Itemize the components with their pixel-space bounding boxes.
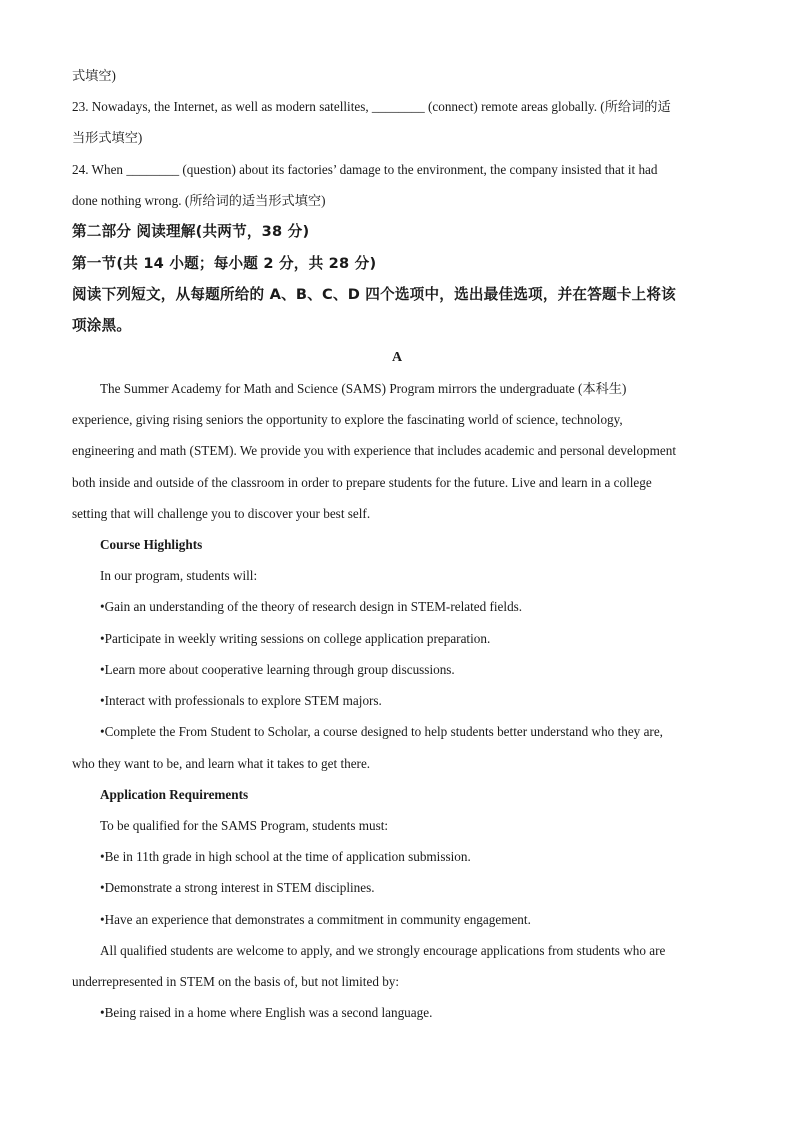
paragraph-line: In our program, students will: [100,568,258,583]
question-24: 24. When ________ (question) about its factories’ damage to the environment, the company insisted that it had [72,162,658,177]
text-line: 式填空) [72,68,116,83]
bullet-item: •Participate in weekly writing sessions on college application preparation. [100,631,491,646]
paragraph-line: All qualified students are welcome to apply, and we strongly encourage applications from students who are [100,943,666,958]
bullet-item: •Interact with professionals to explore STEM majors. [100,693,382,708]
paragraph-line: engineering and math (STEM). We provide you with experience that includes academic and personal development [72,443,677,458]
paragraph-line: both inside and outside of the classroom in order to prepare students for the future. Live and learn in a college [72,475,652,490]
paragraph-line: setting that will challenge you to discover your best self. [72,506,371,521]
bullet-item: •Demonstrate a strong interest in STEM disciplines. [100,880,375,895]
text-line: 当形式填空) [72,130,143,145]
paragraph-line: The Summer Academy for Math and Science (SAMS) Program mirrors the undergraduate (本科生) [100,381,627,396]
paragraph-line: underrepresented in STEM on the basis of, but not limited by: [72,974,400,989]
passage-letter: A [391,350,403,365]
paragraph-line: who they want to be, and learn what it takes to get there. [72,756,371,771]
bullet-item: •Be in 11th grade in high school at the time of application submission. [100,849,471,864]
section-one-heading: 第一节(共 14 小题；每小题 2 分，共 28 分) [72,255,377,272]
paragraph-line: experience, giving rising seniors the opportunity to explore the fascinating world of science, technology, [72,412,623,427]
bullet-item: •Learn more about cooperative learning through group discussions. [100,662,455,677]
instructions-line-1: 阅读下列短文，从每题所给的 A、B、C、D 四个选项中，选出最佳选项，并在答题卡上将该 [72,286,676,303]
text-line: done nothing wrong. (所给词的适当形式填空) [72,193,326,208]
application-requirements-heading: Application Requirements [100,787,249,802]
instructions-line-2: 项涂黑。 [72,317,132,334]
bullet-item: •Being raised in a home where English was a second language. [100,1005,433,1020]
bullet-item: •Complete the From Student to Scholar, a course designed to help students better understand who they are, [100,724,663,739]
course-highlights-heading: Course Highlights [100,537,203,552]
paragraph-line: To be qualified for the SAMS Program, students must: [100,818,389,833]
bullet-item: •Gain an understanding of the theory of research design in STEM-related fields. [100,599,523,614]
question-23: 23. Nowadays, the Internet, as well as modern satellites, ________ (connect) remote areas globally. (所给词的适 [72,99,671,114]
part-two-heading: 第二部分 阅读理解(共两节，38 分) [72,223,310,240]
bullet-item: •Have an experience that demonstrates a commitment in community engagement. [100,912,531,927]
